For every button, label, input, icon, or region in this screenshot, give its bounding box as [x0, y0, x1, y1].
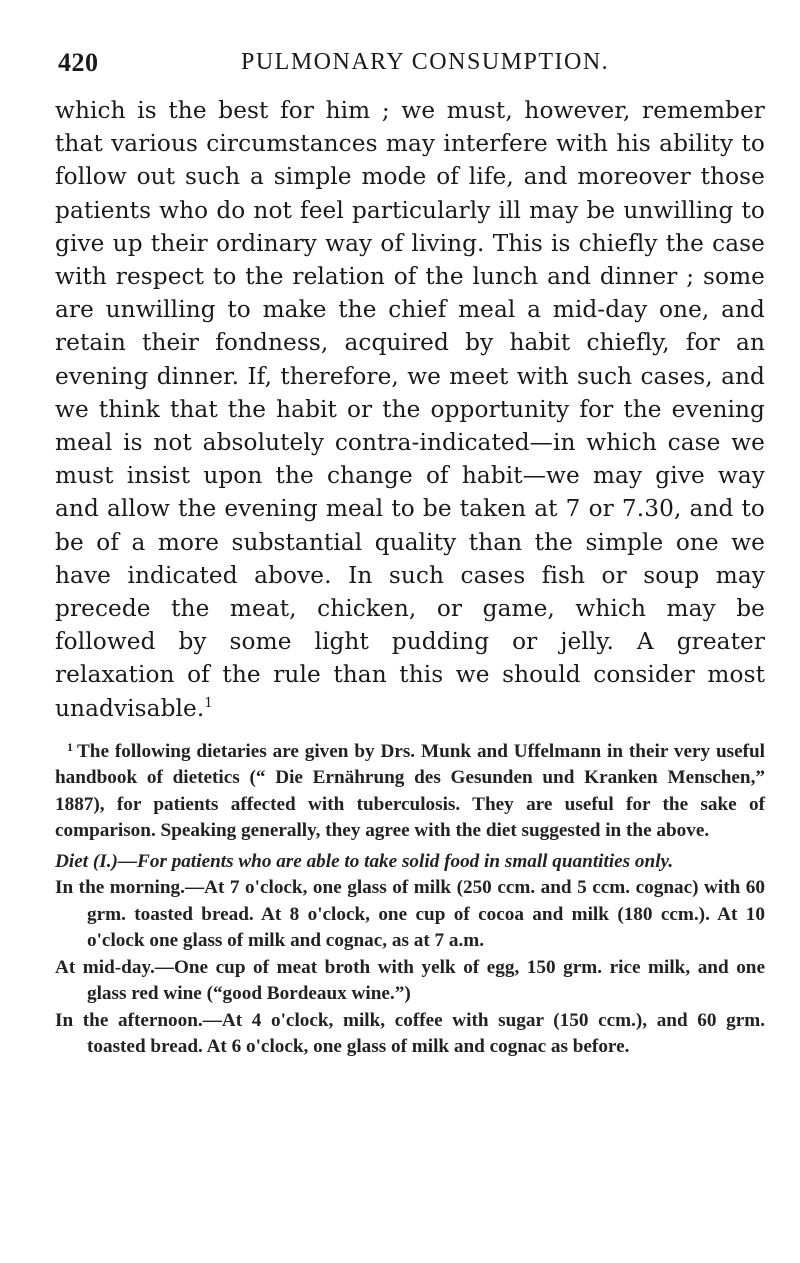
diet-heading: Diet (I.)—For patients who are able to take solid food in small quantities only. [55, 850, 674, 872]
footnote-marker: 1 [67, 739, 73, 754]
footnotes [55, 739, 765, 1061]
diet-entry-afternoon: In the afternoon.—At 4 o'clock, milk, coffee with sugar (150 ccm.), and 60 grm. toasted bread. At 6 o'clock, one glass of milk and cognac as before. [55, 1009, 765, 1058]
body-paragraph [55, 94, 765, 725]
running-title: PULMONARY CONSUMPTION. [241, 49, 610, 75]
page-number: 420 [58, 48, 99, 77]
footnote-reference: 1 [204, 695, 213, 711]
diet-entry-morning: In the morning.—At 7 o'clock, one glass of milk (250 ccm. and 5 ccm. cognac) with 60 grm. toasted bread. At 8 o'clock, one cup of cocoa and milk (180 ccm.). At 10 o'clock one glass of milk and cognac, as at 7 a.m. [55, 877, 765, 952]
diet-entry-midday: At mid-day.—One cup of meat broth with yelk of egg, 150 grm. rice milk, and one glass red wine (“good Bordeaux wine.”) [55, 956, 765, 1005]
running-head [55, 48, 765, 84]
footnote-intro [55, 739, 765, 845]
body-paragraph-text: which is the best for him ; we must, however, remember that various circumstances may interfere with his ability to follow out such a simple mode of life, and moreover those patients who do not feel particularly ill may be unwilling to give up their ordinary way of living. This is chiefly the case with respect to the relation of the lunch and dinner ; some are unwilling to make the chief meal a mid-day one, and retain their fondness, acquired by habit chiefly, for an evening dinner. If, therefore, we meet with such cases, and we think that the habit or the opportunity for the evening meal is not absolutely contra-indicated—in which case we must insist upon the change of habit—we may give way and allow the evening meal to be taken at 7 or 7.30, and to be of a more substantial quality than the simple one we have indicated above. In such cases fish or soup may precede the meat, chicken, or game, which may be followed by some light pudding or jelly. A greater relaxation of the rule than this we should consider most unadvisable. [55, 97, 765, 722]
book-page [55, 48, 765, 1061]
body-text [55, 94, 765, 725]
footnote-intro-text: The following dietaries are given by Drs. Munk and Uffelmann in their very useful handbook of dietetics (“ Die Ernährung des Gesunden und Kranken Menschen,” 1887), for patients affected with tuberculosis. They are useful for the sake of comparison. Speaking generally, they agree with the diet suggested in the above. [55, 740, 765, 842]
